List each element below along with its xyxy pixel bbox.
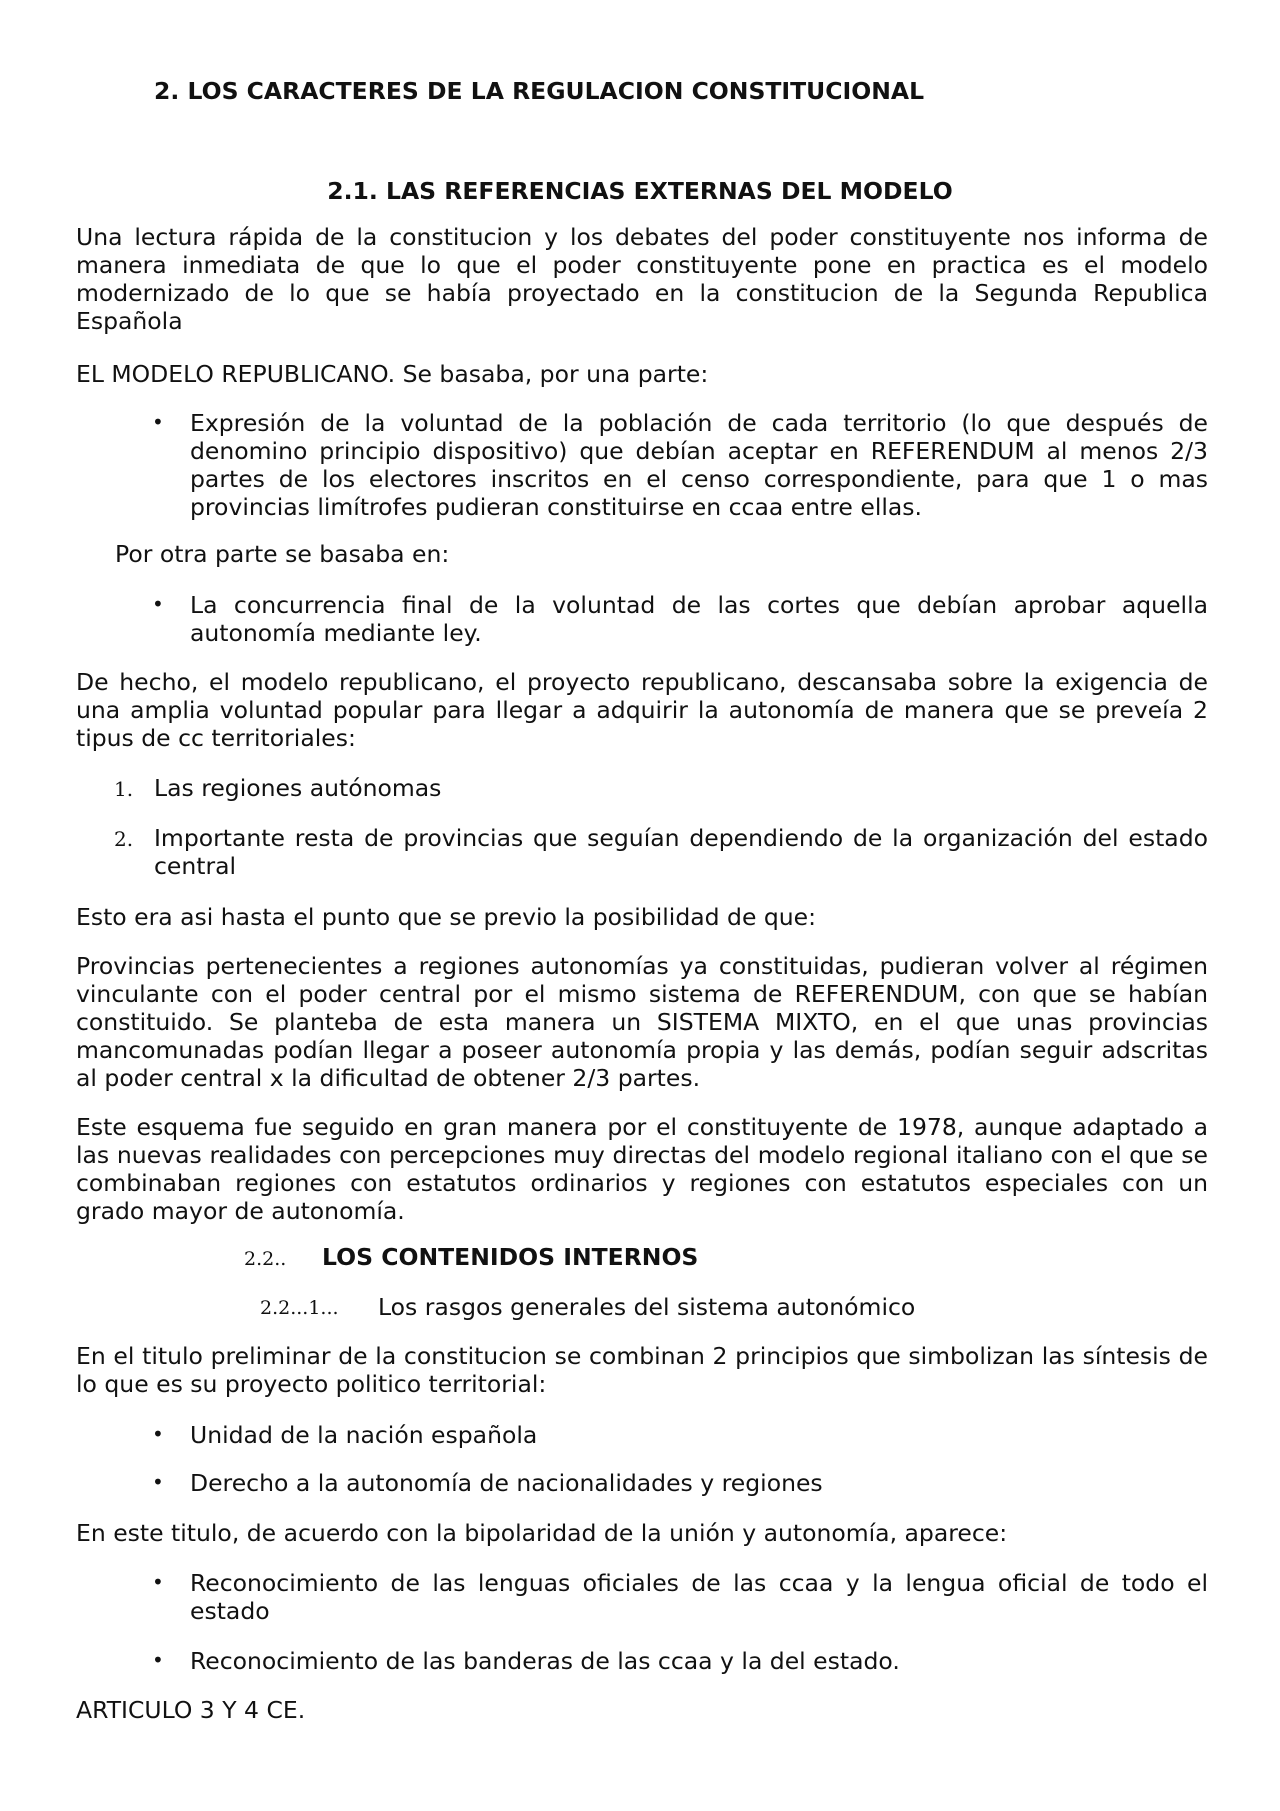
list-item: Importante resta de provincias que seguían dependiendo de la organización del estado central bbox=[154, 824, 1208, 880]
bullet-marker: • bbox=[152, 1570, 164, 1594]
section-number: 2.2.. bbox=[244, 1248, 287, 1270]
bullet-marker: • bbox=[152, 592, 164, 616]
bullet-item: Reconocimiento de las banderas de las ccaa y la del estado. bbox=[190, 1647, 900, 1675]
bullet-marker: • bbox=[152, 1470, 164, 1494]
section-title: LOS CONTENIDOS INTERNOS bbox=[322, 1243, 699, 1271]
subsection-title: Los rasgos generales del sistema autonómico bbox=[378, 1293, 916, 1321]
paragraph-otra-parte: Por otra parte se basaba en: bbox=[115, 540, 450, 568]
paragraph-esquema: Este esquema fue seguido en gran manera por el constituyente de 1978, aunque adaptado a las nuevas realidades con percepciones muy directas del modelo regional italiano con el que se combinaban regiones con estatutos ordinarios y regiones con estatutos especiales con un grado mayor de autonomía. bbox=[76, 1113, 1208, 1225]
subsection-number: 2.2...1... bbox=[260, 1297, 339, 1319]
paragraph-titulo-preliminar: En el titulo preliminar de la constitucion se combinan 2 principios que simbolizan las síntesis de lo que es su proyecto politico territorial: bbox=[76, 1342, 1208, 1398]
bullet-marker: • bbox=[152, 1422, 164, 1446]
bullet-item: Reconocimiento de las lenguas oficiales de las ccaa y la lengua oficial de todo el estado bbox=[190, 1569, 1208, 1625]
section-heading: 2. LOS CARACTERES DE LA REGULACION CONSTITUCIONAL bbox=[154, 77, 925, 105]
bullet-item: Unidad de la nación española bbox=[190, 1421, 538, 1449]
list-number: 2. bbox=[114, 827, 134, 851]
bullet-item: Expresión de la voluntad de la población de cada territorio (lo que después de denomino principio dispositivo) que debían aceptar en REFERENDUM al menos 2/3 partes de los electores inscritos en el censo correspondiente, para que 1 o mas provincias limítrofes pudieran constituirse en ccaa entre ellas. bbox=[190, 409, 1208, 521]
paragraph-de-hecho: De hecho, el modelo republicano, el proyecto republicano, descansaba sobre la exigencia de una amplia voluntad popular para llegar a adquirir la autonomía de manera que se preveía 2 tipus de cc territoriales: bbox=[76, 668, 1208, 752]
bullet-marker: • bbox=[152, 1648, 164, 1672]
subsection-heading: 2.1. LAS REFERENCIAS EXTERNAS DEL MODELO bbox=[327, 177, 953, 205]
bullet-item: La concurrencia final de la voluntad de las cortes que debían aprobar aquella autonomía mediante ley. bbox=[190, 591, 1208, 647]
paragraph-provincias: Provincias pertenecientes a regiones autonomías ya constituidas, pudieran volver al régimen vinculante con el poder central por el mismo sistema de REFERENDUM, con que se habían constituido. Se planteba de esta manera un SISTEMA MIXTO, en el que unas provincias mancomunadas podían llegar a poseer autonomía propia y las demás, podían seguir adscritas al poder central x la dificultad de obtener 2/3 partes. bbox=[76, 952, 1208, 1092]
list-number: 1. bbox=[114, 777, 134, 801]
list-item: Las regiones autónomas bbox=[154, 774, 442, 802]
bullet-marker: • bbox=[152, 410, 164, 434]
paragraph-articulo: ARTICULO 3 Y 4 CE. bbox=[76, 1696, 306, 1724]
paragraph-intro: Una lectura rápida de la constitucion y los debates del poder constituyente nos informa de manera inmediata de que lo que el poder constituyente pone en practica es el modelo modernizado de lo que se había proyectado en la constitucion de la Segunda Republica Española bbox=[76, 223, 1208, 335]
bullet-item: Derecho a la autonomía de nacionalidades y regiones bbox=[190, 1469, 823, 1497]
paragraph-en-este-titulo: En este titulo, de acuerdo con la bipolaridad de la unión y autonomía, aparece: bbox=[76, 1519, 1008, 1547]
paragraph-modelo: EL MODELO REPUBLICANO. Se basaba, por una parte: bbox=[76, 360, 709, 388]
paragraph-esto-era: Esto era asi hasta el punto que se previo la posibilidad de que: bbox=[76, 903, 817, 931]
